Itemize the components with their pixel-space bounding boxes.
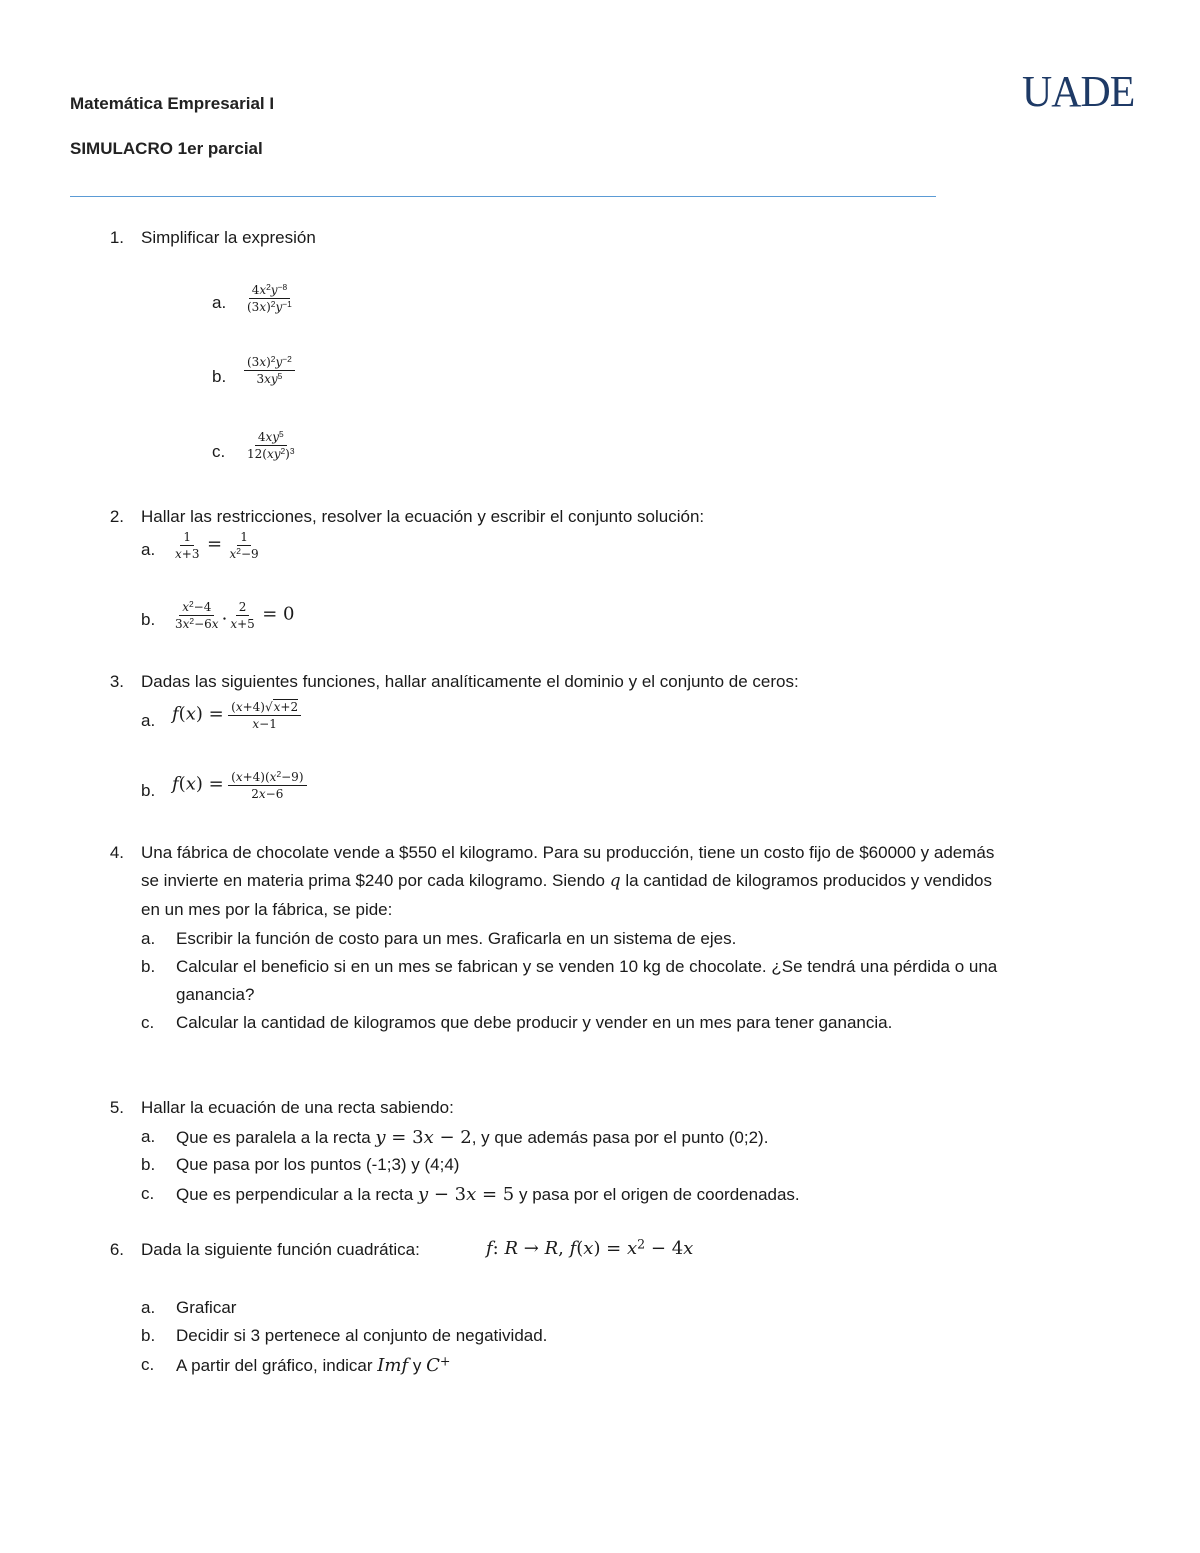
- q5-a-text-a: Que es paralela a la recta: [176, 1128, 371, 1147]
- q2-prompt: Hallar las restricciones, resolver la ecuación y escribir el conjunto solución:: [141, 507, 705, 526]
- q6-prompt: Dada la siguiente función cuadrática:: [141, 1240, 420, 1259]
- q3-prompt: Dadas las siguientes funciones, hallar analíticamente el dominio y el conjunto de ceros:: [141, 672, 799, 691]
- q5-a-line: [176, 1127, 768, 1148]
- q5-c-label: c.: [141, 1184, 155, 1203]
- q6-image-symbol: Imf: [377, 1355, 409, 1376]
- q1-prompt: Simplificar la expresión: [141, 228, 316, 247]
- q6-b-text: Decidir si 3 pertenece al conjunto de negatividad.: [176, 1326, 548, 1345]
- q6-c-text-b: y: [412, 1356, 422, 1375]
- q2-a-label: a.: [141, 540, 156, 559]
- q5-c-text-b: y pasa por el origen de coordenadas.: [518, 1185, 800, 1204]
- q4-intro-line-1: Una fábrica de chocolate vende a $550 el kilogramo. Para su producción, tiene un costo fijo de $60000 y además: [141, 843, 995, 862]
- q6-c-label: c.: [141, 1355, 155, 1374]
- q4-a-label: a.: [141, 929, 156, 948]
- q5-c-line-equation: y − 3x = 5: [417, 1184, 515, 1205]
- q2-b-equation: $\frac{x^2-4}{3x^2-6x}$ . $\frac{2}{x+5}$ = 0: [175, 599, 295, 631]
- q1-number: 1.: [109, 228, 124, 247]
- q1-a-expression: $\frac{4x^2y^{-8}}{(3x)^2y^{-1}}$: [247, 282, 292, 314]
- q2-b-label: b.: [141, 610, 156, 629]
- q5-b-label: b.: [141, 1155, 156, 1174]
- q4-b-label: b.: [141, 957, 156, 976]
- q6-a-label: a.: [141, 1298, 156, 1317]
- q4-variable-q: q: [609, 871, 621, 891]
- q5-prompt: Hallar la ecuación de una recta sabiendo:: [141, 1098, 454, 1117]
- q4-c-label: c.: [141, 1013, 155, 1032]
- q4-intro-text-b: la cantidad de kilogramos producidos y vendidos: [625, 871, 993, 890]
- q4-number: 4.: [109, 843, 124, 862]
- q1-b-label: b.: [212, 367, 227, 386]
- q1-c-label: c.: [212, 442, 226, 461]
- q4-intro-line-2: [141, 871, 992, 891]
- q4-intro-line-3: en un mes por la fábrica, se pide:: [141, 900, 393, 919]
- q5-c-line: [176, 1184, 800, 1205]
- q3-a-label: a.: [141, 711, 156, 730]
- course-title: Matemática Empresarial I: [70, 94, 275, 113]
- q4-b-text-line-2: ganancia?: [176, 985, 255, 1004]
- q1-b-expression: $\frac{(3x)^2y^{-2}}{3xy^5}$: [244, 355, 295, 386]
- q5-b-text: Que pasa por los puntos (-1;3) y (4;4): [176, 1155, 460, 1174]
- q2-a-equation: $\frac{1}{x+3}$ = $\frac{1}{x^2-9}$: [175, 530, 259, 561]
- q6-a-text: Graficar: [176, 1298, 237, 1317]
- q6-c-text-a: A partir del gráfico, indicar: [176, 1356, 373, 1375]
- q3-b-label: b.: [141, 781, 156, 800]
- q4-b-text-line-1: Calcular el beneficio si en un mes se fabrican y se venden 10 kg de chocolate. ¿Se tendrá una pérdida o una: [176, 957, 998, 976]
- q1-c-expression: $\frac{4xy^5}{12(xy^2)^3}$: [247, 429, 295, 461]
- q2-number: 2.: [109, 507, 124, 526]
- q5-a-text-b: , y que además pasa por el punto (0;2).: [471, 1128, 769, 1147]
- q3-a-function: f(x) = $\frac{(x+4)√x+2}{x-1}$: [172, 700, 301, 731]
- q6-positivity-symbol: C+: [426, 1353, 451, 1376]
- q6-b-label: b.: [141, 1326, 156, 1345]
- q5-c-text-a: Que es perpendicular a la recta: [176, 1185, 414, 1204]
- uade-logo: UADE: [1022, 67, 1135, 116]
- q4-intro-text-a: se invierte en materia prima $240 por cada kilogramo. Siendo: [141, 871, 605, 890]
- q3-number: 3.: [109, 672, 124, 691]
- q5-number: 5.: [109, 1098, 124, 1117]
- exam-subtitle: SIMULACRO 1er parcial: [70, 139, 263, 158]
- q1-a-label: a.: [212, 293, 227, 312]
- q5-a-line-equation: y = 3x − 2: [375, 1127, 472, 1148]
- q4-a-text: Escribir la función de costo para un mes. Graficarla en un sistema de ejes.: [176, 929, 737, 948]
- header-divider: [70, 196, 936, 197]
- q6-number: 6.: [109, 1240, 124, 1259]
- q3-b-function: f(x) = $\frac{(x+4)(x^2-9)}{2x-6}$: [172, 770, 307, 801]
- q4-c-text: Calcular la cantidad de kilogramos que debe producir y vender en un mes para tener ganancia.: [176, 1013, 893, 1032]
- q6-c-line: [176, 1355, 450, 1376]
- q5-a-label: a.: [141, 1127, 156, 1146]
- q6-function-definition: f: R → R, $f(x) = x^2 - 4x$: [486, 1236, 694, 1259]
